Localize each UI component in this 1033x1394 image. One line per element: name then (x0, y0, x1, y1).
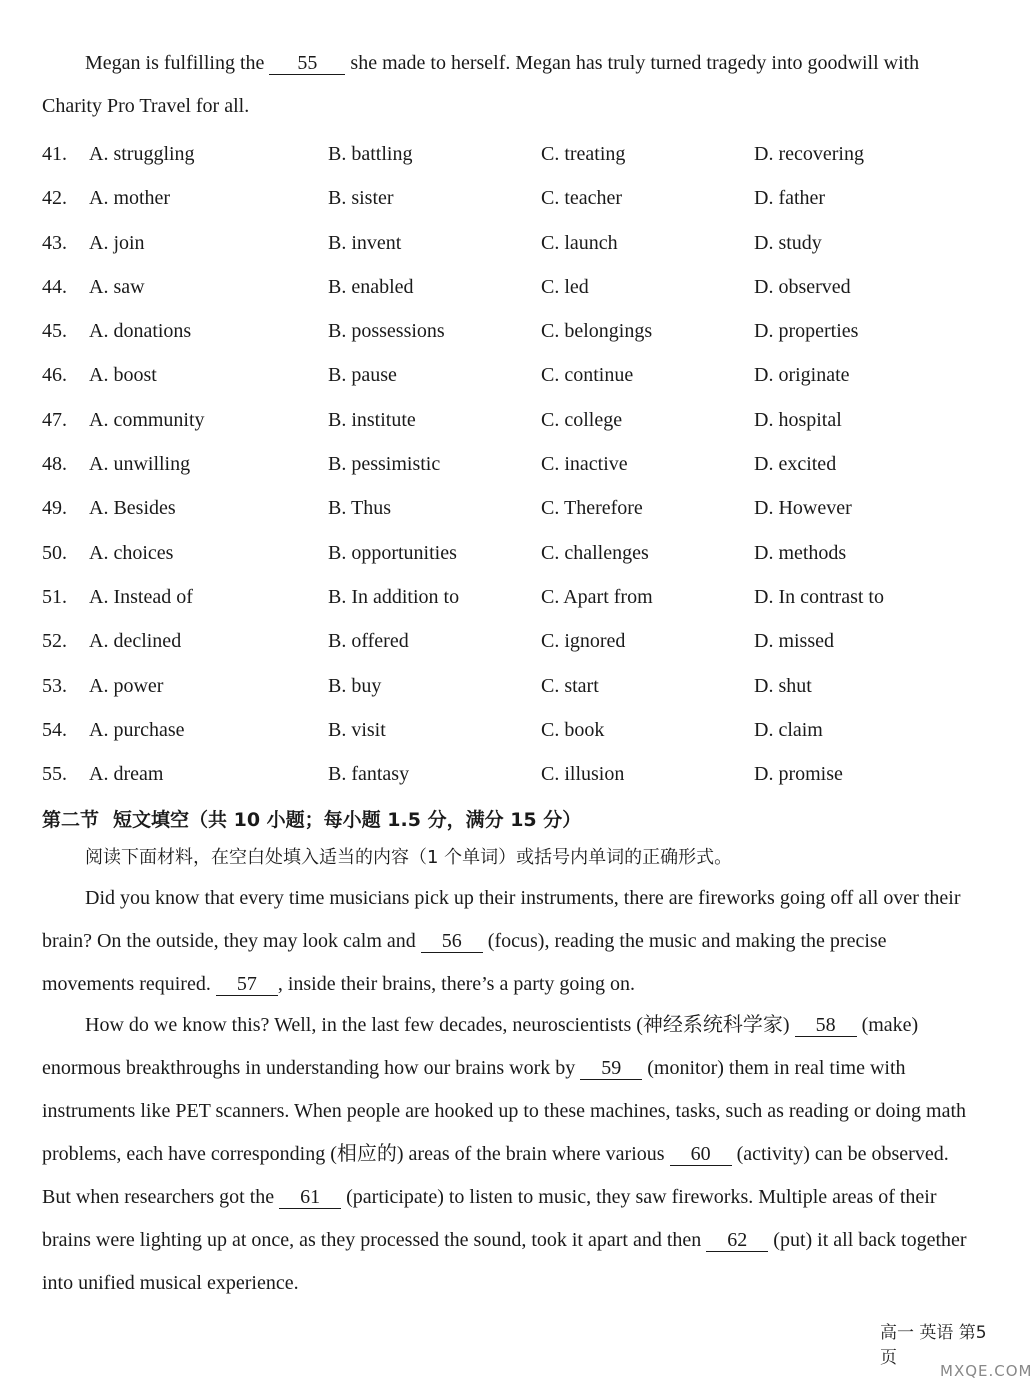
passage-text: Megan is fulfilling the (85, 52, 265, 74)
question-number: 43. (42, 231, 67, 254)
watermark-logo: MXQE.COM (940, 1362, 1033, 1380)
paragraph-text: (make) enormous breakthroughs in understanding how our brains work by (42, 1014, 919, 1079)
paragraph-1 (42, 877, 972, 1006)
question-row (42, 664, 982, 708)
option-a: A. join (89, 231, 145, 254)
section-name: 第二节 (42, 809, 100, 831)
option-b: B. visit (328, 718, 386, 741)
question-number: 51. (42, 585, 67, 608)
question-row (42, 486, 982, 530)
section-heading (42, 800, 581, 840)
option-c: C. book (541, 718, 605, 741)
option-a: A. declined (89, 630, 182, 653)
blank-55: 55 (269, 52, 345, 75)
paragraph-text: (put) it all back together into unified musical experience. (42, 1229, 967, 1294)
blank-59: 59 (580, 1057, 642, 1080)
question-number: 52. (42, 630, 67, 653)
passage-text: she made to herself. Megan has truly turned tragedy into goodwill with (350, 52, 920, 74)
question-number: 42. (42, 187, 67, 210)
option-c: C. belongings (541, 320, 653, 343)
question-number: 55. (42, 763, 67, 786)
question-row (42, 265, 982, 309)
option-d: D. originate (754, 364, 850, 387)
option-d: D. excited (754, 453, 837, 476)
option-d: D. shut (754, 674, 812, 697)
question-number: 54. (42, 718, 67, 741)
option-d: D. However (754, 497, 852, 520)
question-number: 41. (42, 143, 67, 165)
passage-ending (42, 42, 972, 128)
option-b: B. possessions (328, 320, 445, 343)
option-a: A. dream (89, 763, 164, 786)
question-row (42, 531, 982, 575)
question-row (42, 708, 982, 752)
option-d: D. hospital (754, 408, 842, 431)
paragraph-2 (42, 1004, 972, 1305)
option-c: C. inactive (541, 453, 628, 476)
option-c: C. led (541, 275, 589, 298)
paragraph-text: (focus), reading the music and making the precise movements required. (42, 930, 887, 995)
option-c: C. teacher (541, 187, 623, 210)
option-a: A. boost (89, 364, 157, 387)
option-b: B. offered (328, 630, 409, 653)
option-a: A. struggling (89, 143, 195, 165)
option-d: D. claim (754, 718, 823, 741)
question-number: 48. (42, 453, 67, 476)
option-a: A. Instead of (89, 585, 193, 608)
option-d: D. observed (754, 275, 851, 298)
question-row (42, 619, 982, 663)
option-a: A. unwilling (89, 453, 191, 476)
question-row (42, 353, 982, 397)
option-b: B. buy (328, 674, 382, 697)
options-list (42, 132, 982, 796)
blank-58: 58 (795, 1014, 857, 1037)
question-row (42, 221, 982, 265)
blank-62: 62 (706, 1229, 768, 1252)
option-c: C. challenges (541, 541, 649, 564)
question-number: 47. (42, 408, 67, 431)
paragraph-text: (monitor) them in real time with instruments like PET scanners. When people are hooked up to these machines, tasks, such as reading or doing math problems, each have corresponding (相应的) areas of the brain where various (42, 1057, 967, 1165)
section-title: 短文填空（共 10 小题；每小题 1.5 分，满分 15 分） (113, 809, 582, 831)
question-number: 53. (42, 674, 67, 697)
option-b: B. institute (328, 408, 416, 431)
option-d: D. In contrast to (754, 585, 884, 608)
option-c: C. college (541, 408, 623, 431)
section-instruction: 阅读下面材料，在空白处填入适当的内容（1 个单词）或括号内单词的正确形式。 (85, 847, 733, 868)
question-row (42, 442, 982, 486)
option-c: C. Apart from (541, 585, 653, 608)
blank-56: 56 (421, 930, 483, 953)
option-a: A. donations (89, 320, 192, 343)
option-c: C. ignored (541, 630, 626, 653)
option-a: A. purchase (89, 718, 185, 741)
paragraph-text: , inside their brains, there’s a party going on. (277, 973, 635, 995)
option-c: C. illusion (541, 763, 625, 786)
blank-57: 57 (216, 973, 278, 996)
option-b: B. opportunities (328, 541, 457, 564)
option-d: D. recovering (754, 143, 864, 165)
question-row (42, 398, 982, 442)
option-d: D. properties (754, 320, 859, 343)
option-b: B. fantasy (328, 763, 410, 786)
option-b: B. enabled (328, 275, 414, 298)
passage-text: Charity Pro Travel for all. (42, 95, 250, 117)
paragraph-text: Did you know that every time musicians pick up their instruments, there are fireworks going off all over their brain? On the outside, they may look calm and (42, 887, 961, 952)
question-number: 45. (42, 320, 67, 343)
option-d: D. promise (754, 763, 843, 786)
option-b: B. pessimistic (328, 453, 441, 476)
paragraph-text: (participate) to listen to music, they saw fireworks. Multiple areas of their brains were lighting up at once, as they processed the sound, took it apart and then (42, 1186, 937, 1251)
option-c: C. start (541, 674, 599, 697)
question-number: 46. (42, 364, 67, 387)
option-c: C. Therefore (541, 497, 643, 520)
option-a: A. choices (89, 541, 174, 564)
option-d: D. study (754, 231, 822, 254)
question-number: 49. (42, 497, 67, 520)
blank-61: 61 (279, 1186, 341, 1209)
option-a: A. Besides (89, 497, 176, 520)
option-a: A. power (89, 674, 164, 697)
option-c: C. treating (541, 143, 626, 165)
option-d: D. father (754, 187, 826, 210)
option-b: B. invent (328, 231, 402, 254)
option-d: D. methods (754, 541, 847, 564)
question-row (42, 309, 982, 353)
question-row (42, 752, 982, 796)
question-row (42, 132, 982, 176)
option-b: B. In addition to (328, 585, 460, 608)
option-a: A. saw (89, 275, 145, 298)
paragraph-text: How do we know this? Well, in the last few decades, neuroscientists (神经系统科学家) (85, 1014, 790, 1036)
question-row (42, 176, 982, 220)
option-b: B. Thus (328, 497, 391, 520)
option-d: D. missed (754, 630, 834, 653)
paragraph-text: (activity) can be observed. But when researchers got the (42, 1143, 949, 1208)
question-number: 44. (42, 275, 67, 298)
page-footer: 高一 英语 第5页 (880, 1323, 987, 1368)
blank-60: 60 (670, 1143, 732, 1166)
option-b: B. battling (328, 143, 413, 165)
option-a: A. community (89, 408, 205, 431)
option-b: B. pause (328, 364, 397, 387)
question-number: 50. (42, 541, 67, 564)
option-c: C. launch (541, 231, 618, 254)
option-b: B. sister (328, 187, 394, 210)
option-a: A. mother (89, 187, 171, 210)
option-c: C. continue (541, 364, 634, 387)
question-row (42, 575, 982, 619)
